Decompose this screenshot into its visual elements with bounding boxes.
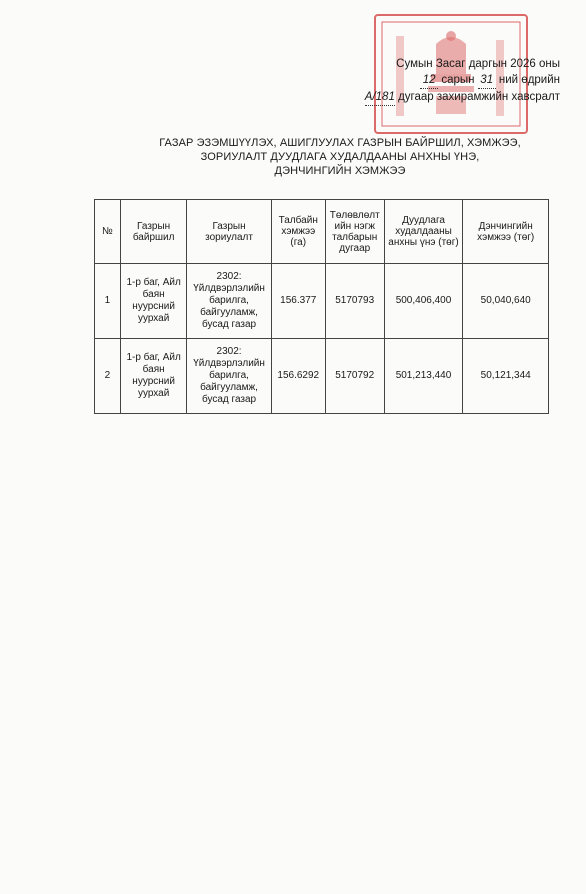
header-deposit: Дэнчингийн хэмжээ (төг) — [463, 200, 549, 264]
approval-note — [360, 56, 560, 106]
cell-parcel-id: 5170792 — [325, 339, 384, 414]
cell-parcel-id: 5170793 — [325, 264, 384, 339]
header-area: Талбайн хэмжээ (га) — [271, 200, 325, 264]
cell-number: 1 — [95, 264, 121, 339]
title-line-3: ДЭНЧИНГИЙН ХЭМЖЭЭ — [274, 165, 406, 177]
cell-purpose: 2302: Үйлдвэрлэлийн барилга, байгууламж, бусад газар — [187, 264, 271, 339]
header-number: № — [95, 200, 121, 264]
cell-location: 1-р баг, Айл баян нуурсний уурхай — [120, 339, 187, 414]
table-row — [95, 264, 549, 339]
cell-starting-price: 501,213,440 — [384, 339, 463, 414]
title-line-1: ГАЗАР ЭЗЭМШҮҮЛЭХ, АШИГЛУУЛАХ ГАЗРЫН БАЙРШИЛ, ХЭМЖЭЭ, — [159, 137, 521, 149]
approval-line-1: Сумын Засаг даргын 2026 оны — [396, 58, 560, 70]
approval-order-label: дугаар захирамжийн хавсралт — [398, 91, 560, 103]
cell-starting-price: 500,406,400 — [384, 264, 463, 339]
header-parcel-id: Төлөвлөлт ийн нэгж талбарын дугаар — [325, 200, 384, 264]
cell-area: 156.377 — [271, 264, 325, 339]
table-header-row — [95, 200, 549, 264]
header-starting-price: Дуудлага худалдааны анхны үнэ (төг) — [384, 200, 463, 264]
cell-deposit: 50,040,640 — [463, 264, 549, 339]
approval-day-label: ний өдрийн — [498, 74, 560, 86]
cell-location: 1-р баг, Айл баян нуурсний уурхай — [120, 264, 187, 339]
table-row — [95, 339, 549, 414]
cell-number: 2 — [95, 339, 121, 414]
land-auction-table — [94, 199, 549, 414]
approval-month: 12 — [420, 72, 438, 89]
title-line-2: ЗОРИУЛАЛТ ДУУДЛАГА ХУДАЛДААНЫ АНХНЫ ҮНЭ, — [200, 151, 480, 163]
cell-purpose: 2302: Үйлдвэрлэлийн барилга, байгууламж, бусад газар — [187, 339, 271, 414]
header-location: Газрын байршил — [120, 200, 187, 264]
approval-order-number: А/181 — [365, 89, 395, 106]
approval-line-2 — [360, 72, 560, 89]
approval-day: 31 — [478, 72, 496, 89]
cell-area: 156.6292 — [271, 339, 325, 414]
approval-month-label: сарын — [441, 74, 475, 86]
document-title — [120, 136, 560, 178]
header-purpose: Газрын зориулалт — [187, 200, 271, 264]
approval-line-3 — [360, 89, 560, 106]
cell-deposit: 50,121,344 — [463, 339, 549, 414]
